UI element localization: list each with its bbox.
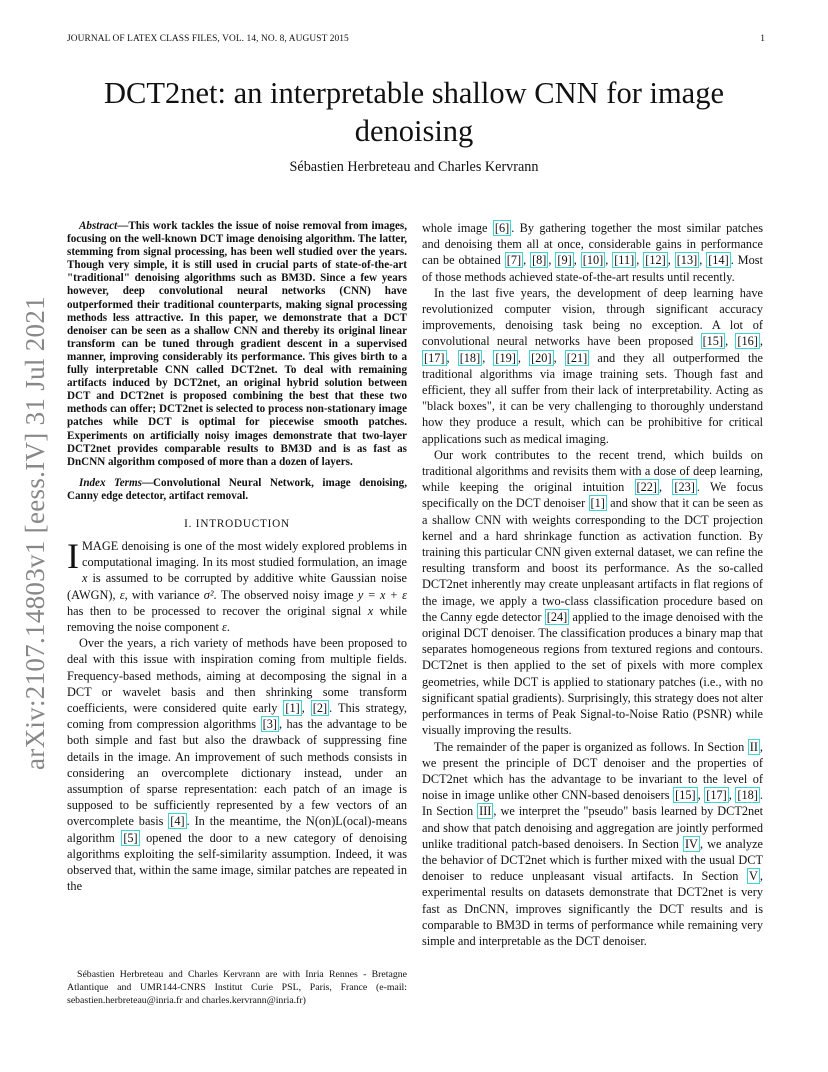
paper-authors: Sébastien Herbreteau and Charles Kervrann: [289, 159, 539, 175]
text-run: , we analyze the behavior of DCT2net which is further mixed with the usual DCT denoiser to reduce unpleasant visual artifacts. In Section: [422, 836, 763, 884]
intro-paragraph-4: Our work contributes to the recent trend, which builds on traditional algorithms and revisits them with a dose of deep learning, while keeping the original intuition [22] , [23] . We focus specifically on the DCT denoiser [1] and show that it can be seen as a shallow CNN with weights corresponding to the DCT projection kernel and a hard shrinkage function as activation function. By training this particular CNN given external dataset, we can refine the resulting transform and boost its performance. As the so-called DCT2net inherently may create unpleasant artifacts in flat regions of the image, we apply a two-class classification procedure based on the Canny egde detector [24] applied to the image denoised with the original DCT denoiser. The classification produces a binary map that separates homogeneous regions from textured regions and contours. DCT2net is then applied to the set of pixels with more complex geometries, while DCT is applied to stationary patches (i.e., with no significant spatial gradients). Surprisingly, this strategy does not alter performances in terms of Peak Signal-to-Noise Ratio (PSNR) while visually improving the results.: [422, 447, 763, 738]
text-run: .: [226, 619, 230, 634]
right-column: [422, 220, 763, 949]
section-link[interactable]: IV: [684, 836, 698, 851]
left-column: [67, 220, 407, 894]
citation-link[interactable]: [8]: [532, 253, 547, 268]
text-run: , we interpret the "pseudo" basis learned by DCT2net and show that patch denoising and aggregation are jointly performed unlike traditional patch-based denoisers. In Section: [422, 804, 763, 851]
text-run: Our work contributes to the recent trend, which builds on traditional algorithms and revisits them with a dose of deep learning, while keeping the original intuition: [422, 447, 763, 495]
citation-link[interactable]: [19]: [495, 350, 516, 365]
citation-link[interactable]: [23]: [674, 480, 695, 495]
citation-link[interactable]: [15]: [702, 334, 724, 349]
citation-link[interactable]: [13]: [676, 253, 698, 268]
citation-link[interactable]: [1]: [590, 496, 605, 511]
citation-link[interactable]: [17]: [706, 788, 727, 803]
citation-link[interactable]: [16]: [737, 334, 758, 349]
intro-paragraph-5: The remainder of the paper is organized as follows. In Section II , we present the principle of DCT denoiser and the properties of DCT2net which has the advantage to be invariant to the level of noise in image unlike other CNN-based denoisers [15] , [17] , [18] . In Section III , we interpret the "pseudo" basis learned by DCT2net and show that patch denoising and aggregation are jointly performed unlike traditional patch-based denoisers. In Section IV , we analyze the behavior of DCT2net which is further mixed with the usual DCT denoiser to reduce unpleasant visual artifacts. In Section V , experimental results on datasets demonstrate that DCT2net is very fast as DnCNN, improves significantly the DCT results and is comparable to BM3D in terms of performance while remaining very simple and interpretable as the DCT denoiser.: [422, 739, 763, 948]
abstract-label: Abstract: [79, 220, 118, 232]
text-run: Over the years, a rich variety of methods have been proposed to deal with this issue with inspiration coming from multiple fields. Frequency-based methods, aiming at decomposing the signal in a DCT or wavelet basis and then shrinking some transform coefficients, were considered quite early: [67, 636, 407, 715]
arxiv-identifier-stamp[interactable]: arXiv:2107.14803v1 [eess.IV] 31 Jul 2021: [20, 296, 50, 770]
text-run: . In Section: [422, 788, 763, 819]
text-run: . By gathering together the most similar patches and denoising them all at once, considerable gains in performance can be obtained: [422, 221, 764, 268]
running-header: [67, 34, 765, 44]
text-run: . This strategy, coming from compression algorithms: [67, 701, 407, 732]
index-terms-label: Index Terms: [79, 476, 142, 489]
author-affiliation-footnote: Sébastien Herbreteau and Charles Kervrann are with Inria Rennes - Bretagne Atlantique and UMR144-CNRS Institut Curie PSL, Paris, France (e-mail: sebastien.herbreteau@inria.fr and charles.kervrann@inria.fr): [67, 969, 407, 1006]
text-run: . In the meantime, the N(on)L(ocal)-means algorithm: [67, 814, 407, 845]
math-x: x: [82, 571, 88, 586]
text-run: has then to be processed to recover the original signal: [67, 603, 368, 618]
citation-link[interactable]: [20]: [531, 350, 552, 365]
text-run: MAGE denoising is one of the most widely explored problems in computational imaging. In its most studied formulation, an image: [82, 538, 407, 570]
text-run: . We focus specifically on the DCT denoiser: [422, 480, 763, 511]
citation-link[interactable]: [7]: [506, 253, 522, 268]
drop-cap: I: [67, 535, 79, 576]
intro-paragraph-2: [67, 635, 407, 894]
text-run: , we present the principle of DCT denoiser and the properties of DCT2net which has the advantage to be invariant to the level of noise in image unlike other CNN-based denoisers: [422, 739, 763, 803]
math-epsilon: ε: [119, 587, 125, 602]
citation-link[interactable]: [1]: [285, 701, 300, 715]
citation-link[interactable]: [24]: [546, 609, 568, 624]
section-link[interactable]: III: [479, 804, 492, 819]
citation-link[interactable]: [11]: [614, 253, 635, 268]
section-link[interactable]: V: [749, 869, 758, 884]
text-run: The remainder of the paper is organized as follows. In Section: [434, 739, 748, 754]
text-run: . The observed noisy image: [213, 587, 358, 602]
citation-link[interactable]: [9]: [557, 253, 572, 268]
math-epsilon: ε: [222, 619, 227, 634]
citation-link[interactable]: [2]: [312, 701, 328, 715]
citation-link[interactable]: [14]: [708, 253, 729, 268]
text-run: and show that it can be seen as a shallow CNN with weights corresponding to the DCT projection kernel and a hard shrinkage function as activation function. By training this particular CNN given external dataset, we can refine the resulting transform and boost its performance. As the so-called DCT2net inherently may create unpleasant artifacts in flat regions of the image, we apply a two-class classification procedure based on the Canny egde detector: [422, 496, 763, 624]
abstract: [67, 220, 407, 469]
text-run: , experimental results on datasets demonstrate that DCT2net is very fast as DnCNN, improves significantly the DCT results and is comparable to BM3D in terms of performance while remaining very simple and interpretable as the DCT denoiser.: [422, 869, 763, 948]
text-run: applied to the image denoised with the original DCT denoiser. The classification produces a binary map that separates homogeneous regions from textured regions and contours. DCT2net is then applied to the set of pixels with more complex geometries, while DCT is applied to stationary patches (i.e., with no significant spatial gradients). Surprisingly, this strategy does not alter performances in terms of Peak Signal-to-Noise Ratio (PSNR) while visually improving the results.: [422, 609, 763, 738]
index-terms: [67, 477, 407, 503]
paper-title: DCT2net: an interpretable shallow CNN for image denoising: [104, 76, 724, 148]
intro-paragraph-2-continued: whole image [6] . By gathering together the most similar patches and denoising them all at once, considerable gains in performance can be obtained [7] , [8] , [9] , [10] , [11] , [12] , [13] , [14] . Most of those methods achieved state-of-the-art results until recently.: [422, 221, 764, 284]
index-terms-text: —Convolutional Neural Network, image denoising, Canny edge detector, artifact removal.: [67, 476, 407, 502]
citation-link[interactable]: [10]: [582, 253, 604, 268]
citation-link[interactable]: [3]: [262, 717, 277, 732]
running-title: JOURNAL OF LATEX CLASS FILES, VOL. 14, NO. 8, AUGUST 2015: [67, 34, 349, 44]
text-run: , with variance: [124, 587, 204, 602]
text-run: and they all outperformed the traditional algorithms via image training sets. Though fast and efficient, they all suffer from their lack of interpretability. Acting as "black boxes", it can be very challenging to thoroughly understand how they produce a result, which can be prohibitive for critical applications such as medical imaging.: [422, 350, 763, 446]
section-link[interactable]: II: [749, 739, 758, 754]
abstract-text: —This work tackles the issue of noise removal from images, focusing on the well-known DCT image denoising algorithm. The latter, stemming from signal processing, has been well studied over the years. Though very simple, it is still used in crucial parts of state-of-the-art "traditional" denoising algorithms such as BM3D. Since a few years however, deep convolutional neural networks (CNN) have outperformed their traditional counterparts, making signal processing methods less attractive. In this paper, we demonstrate that a DCT denoiser can be seen as a shallow CNN and thereby its original linear transform can be tuned through gradient descent in a supervised manner, improving considerably its performance. This gives birth to a fully interpretable CNN called DCT2net. To deal with remaining artifacts induced by DCT2net, an original hybrid solution between DCT and DCT2net is proposed combining the best that these two methods can offer; DCT2net is selected to process non-stationary image patches while DCT is optimal for piecewise smooth patches. Experiments on artificially noisy images demonstrate that two-layer DCT2net provides comparable results to BM3D and is as fast as DnCNN algorithm composed of more than a dozen of layers.: [67, 220, 407, 468]
citation-link[interactable]: [6]: [494, 221, 510, 235]
citation-link[interactable]: [17]: [424, 350, 445, 365]
citation-link[interactable]: [18]: [459, 350, 481, 365]
text-run: In the last five years, the development of deep learning have revolutionized computer vision, through significant accuracy improvements, denoising task being no exception. A lot of convolutional neural networks have been proposed: [422, 285, 763, 349]
text-run: whole image: [422, 221, 493, 235]
page-number: 1: [760, 34, 765, 44]
citation-link[interactable]: [4]: [170, 814, 185, 829]
intro-paragraph-3: In the last five years, the development of deep learning have revolutionized computer vision, through significant accuracy improvements, denoising task being no exception. A lot of convolutional neural networks have been proposed [15] , [16] , [17] , [18] , [19] , [20] , [21] and they all outperformed the traditional algorithms via image training sets. Though fast and efficient, they all suffer from their lack of interpretability. Acting as "black boxes", it can be very challenging to thoroughly understand how they produce a result, which can be prohibitive for critical applications such as medical imaging.: [422, 285, 763, 446]
citation-link[interactable]: [22]: [636, 480, 658, 495]
math-x: x: [367, 603, 374, 618]
citation-link[interactable]: [5]: [123, 830, 138, 845]
text-run: ,: [301, 701, 311, 715]
intro-paragraph-1: [67, 535, 408, 635]
citation-link[interactable]: [21]: [566, 350, 588, 365]
citation-link[interactable]: [18]: [737, 788, 758, 803]
section-heading-introduction: I. INTRODUCTION: [184, 517, 290, 530]
math-equation: y = x + ε: [357, 587, 407, 602]
math-sigma-squared: σ²: [203, 587, 214, 602]
text-run: while removing the noise component: [67, 603, 408, 634]
text-run: . Most of those methods achieved state-of-the-art results until recently.: [422, 253, 763, 284]
text-run: , has the advantage to be both simple and fast but also the drawback of suppressing fine details in the image. An improvement of such methods consists in considering an overcomplete dictionary instead, under an assumption of sparse representation: each patch of an image is supposed to be sufficiently represented by a few vectors of an overcomplete basis: [67, 717, 407, 829]
citation-link[interactable]: [12]: [645, 253, 666, 268]
text-run: is assumed to be corrupted by additive white Gaussian noise (AWGN),: [67, 571, 407, 602]
text-run: opened the door to a new category of denoising algorithms exploiting the self-similarity assumption. Indeed, it was observed that, within the same image, similar patches are repeated in the: [67, 830, 407, 894]
citation-link[interactable]: [15]: [675, 788, 696, 803]
